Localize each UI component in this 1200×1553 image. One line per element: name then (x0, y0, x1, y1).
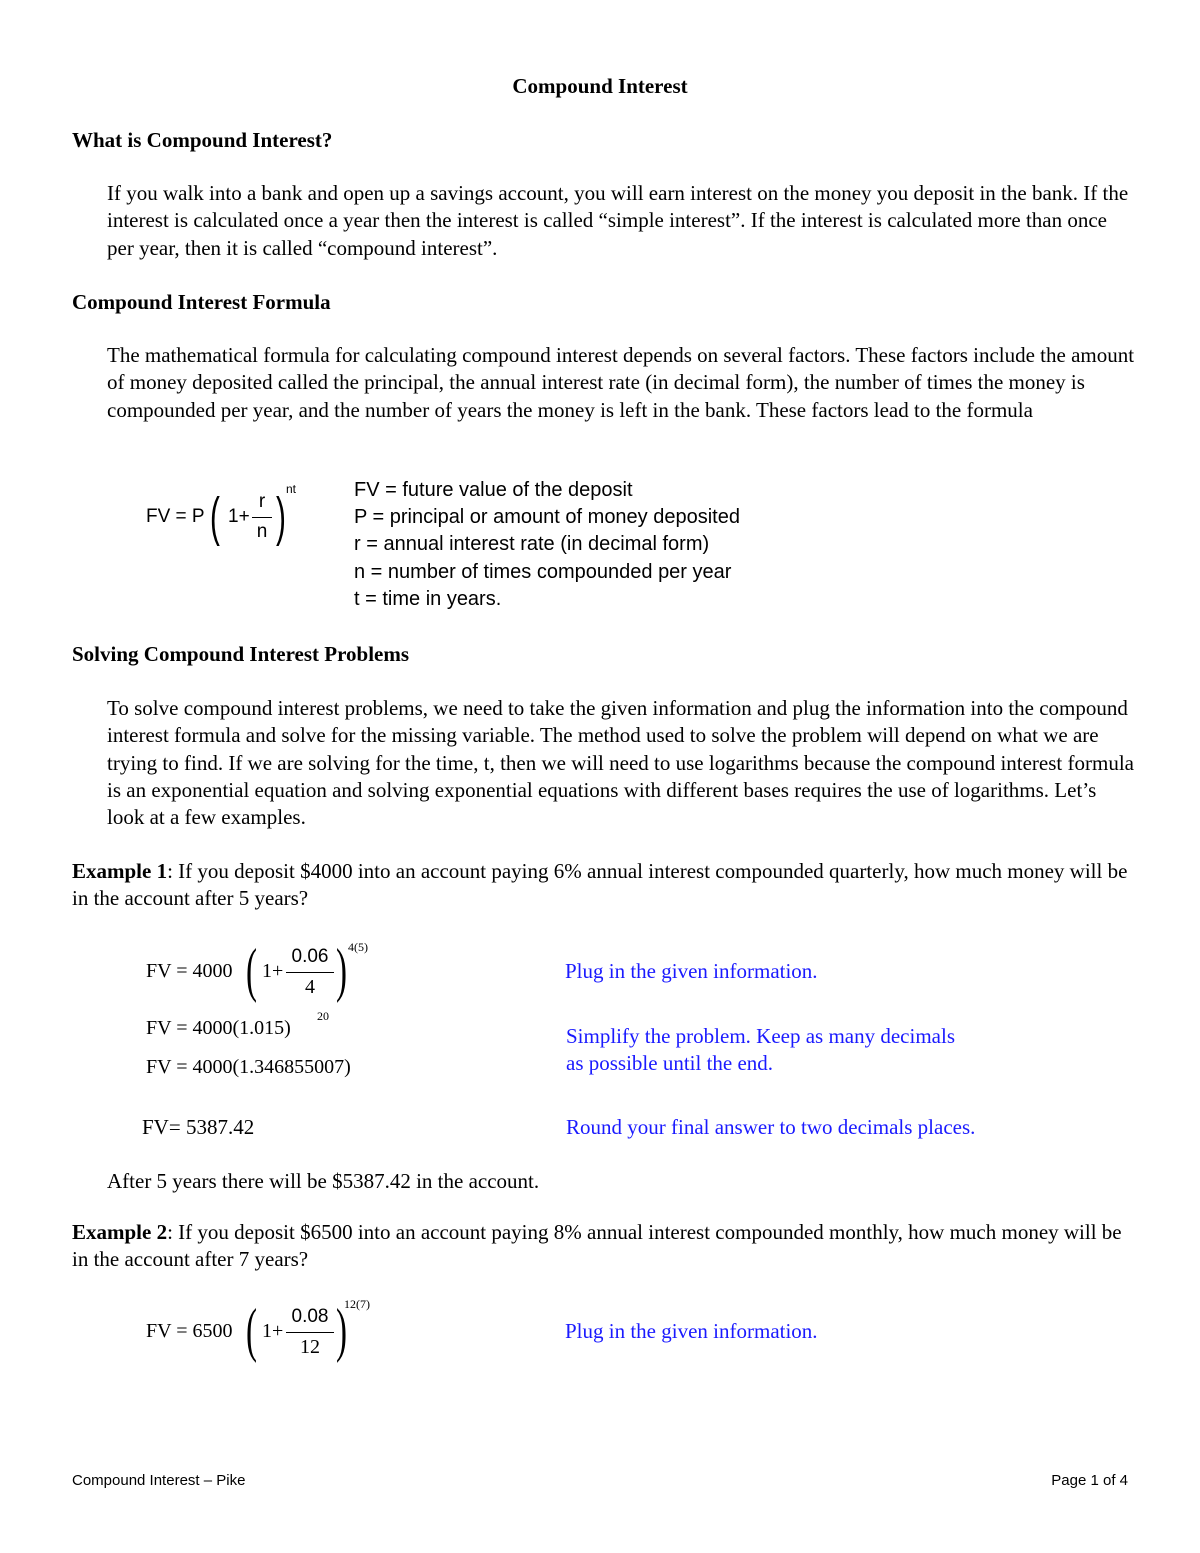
ex1-right-paren: ) (336, 937, 347, 1003)
ex1-step2-expr: FV = 4000(1.015) (146, 1017, 291, 1039)
ex2-numerator: 0.08 (291, 1306, 329, 1327)
ex1-note-round: Round your final answer to two decimals places. (566, 1115, 976, 1139)
ex2-one-plus: 1+ (262, 1320, 284, 1342)
section-paragraph-solving: To solve compound interest problems, we need to take the given information and plug the information into the compound interest formula and solve for the missing variable. The method used to solve the problem will depend on what we are trying to find. If we are solving for the time, t, then we will need to use logarithms because the compound interest formula is an exponential equation and solving exponential equations with different bases requires the use of logarithms. Let’s look at a few examples. (107, 696, 1134, 830)
formula-one-plus: 1+ (228, 506, 250, 527)
definition-n: n = number of times compounded per year (354, 561, 732, 583)
example1-statement (72, 858, 1132, 913)
formula-numerator: r (258, 491, 266, 512)
ex1-denominator: 4 (305, 976, 315, 998)
ex1-result: FV= 5387.42 (142, 1115, 255, 1139)
ex2-fraction-bar (286, 1332, 334, 1333)
ex2-note-plug: Plug in the given information. (565, 1319, 818, 1343)
definition-p: P = principal or amount of money deposited (354, 506, 740, 528)
section-heading-what-is: What is Compound Interest? (72, 128, 333, 152)
ex1-note-simplify-1: Simplify the problem. Keep as many decimals (566, 1024, 955, 1048)
ex1-step2-exponent: 20 (317, 1009, 329, 1023)
ex2-denominator: 12 (300, 1336, 320, 1358)
ex1-fraction-bar (286, 972, 334, 973)
ex1-one-plus: 1+ (262, 960, 284, 982)
example2-text: : If you deposit $6500 into an account paying 8% annual interest compounded monthly, how much money will be in the account after 7 years? (72, 1220, 1122, 1272)
formula-fraction-bar (252, 517, 272, 518)
formula-left-paren: ( (210, 487, 220, 547)
ex2-right-paren: ) (336, 1297, 347, 1363)
ex2-exponent: 12(7) (344, 1297, 370, 1311)
formula-denominator: n (256, 521, 268, 542)
formula-exponent: nt (286, 482, 297, 496)
ex2-step1-lhs: FV = 6500 (146, 1320, 233, 1342)
example1-label: Example 1 (72, 859, 168, 883)
ex1-left-paren: ( (246, 937, 257, 1003)
ex1-step1-lhs: FV = 4000 (146, 960, 233, 982)
definition-r: r = annual interest rate (in decimal form) (354, 533, 710, 555)
ex2-left-paren: ( (246, 1297, 257, 1363)
formula-lhs: FV = P (146, 506, 205, 527)
ex1-note-simplify-2: as possible until the end. (566, 1051, 774, 1075)
example2-statement (72, 1219, 1132, 1274)
definition-t: t = time in years. (354, 588, 502, 610)
page-title: Compound Interest (512, 74, 688, 98)
formula-right-paren: ) (276, 487, 286, 547)
section-heading-solving: Solving Compound Interest Problems (72, 642, 410, 666)
ex1-step3-expr: FV = 4000(1.346855007) (146, 1056, 351, 1078)
definition-fv: FV = future value of the deposit (354, 479, 633, 501)
example1-text: : If you deposit $4000 into an account paying 6% annual interest compounded quarterly, how much money will be in the account after 5 years? (72, 859, 1128, 911)
section-heading-formula: Compound Interest Formula (72, 290, 331, 314)
ex1-exponent: 4(5) (348, 940, 368, 954)
section-paragraph-formula: The mathematical formula for calculating compound interest depends on several factors. These factors include the amount of money deposited called the principal, the annual interest rate (in decimal form), the number of times the money is compounded per year, and the number of years the money is left in the bank. These factors lead to the formula (107, 343, 1135, 422)
example2-label: Example 2 (72, 1220, 168, 1244)
ex1-numerator: 0.06 (291, 946, 329, 967)
ex1-note-plug: Plug in the given information. (565, 959, 818, 983)
footer-left: Compound Interest – Pike (72, 1472, 246, 1489)
ex1-conclusion: After 5 years there will be $5387.42 in the account. (107, 1169, 540, 1193)
footer-page-number: Page 1 of 4 (1051, 1472, 1128, 1489)
section-paragraph-what-is: If you walk into a bank and open up a savings account, you will earn interest on the money you deposit in the bank. If the interest is calculated once a year then the interest is called “simple interest”. If the interest is calculated more than once per year, then it is called “compound interest”. (107, 181, 1129, 260)
